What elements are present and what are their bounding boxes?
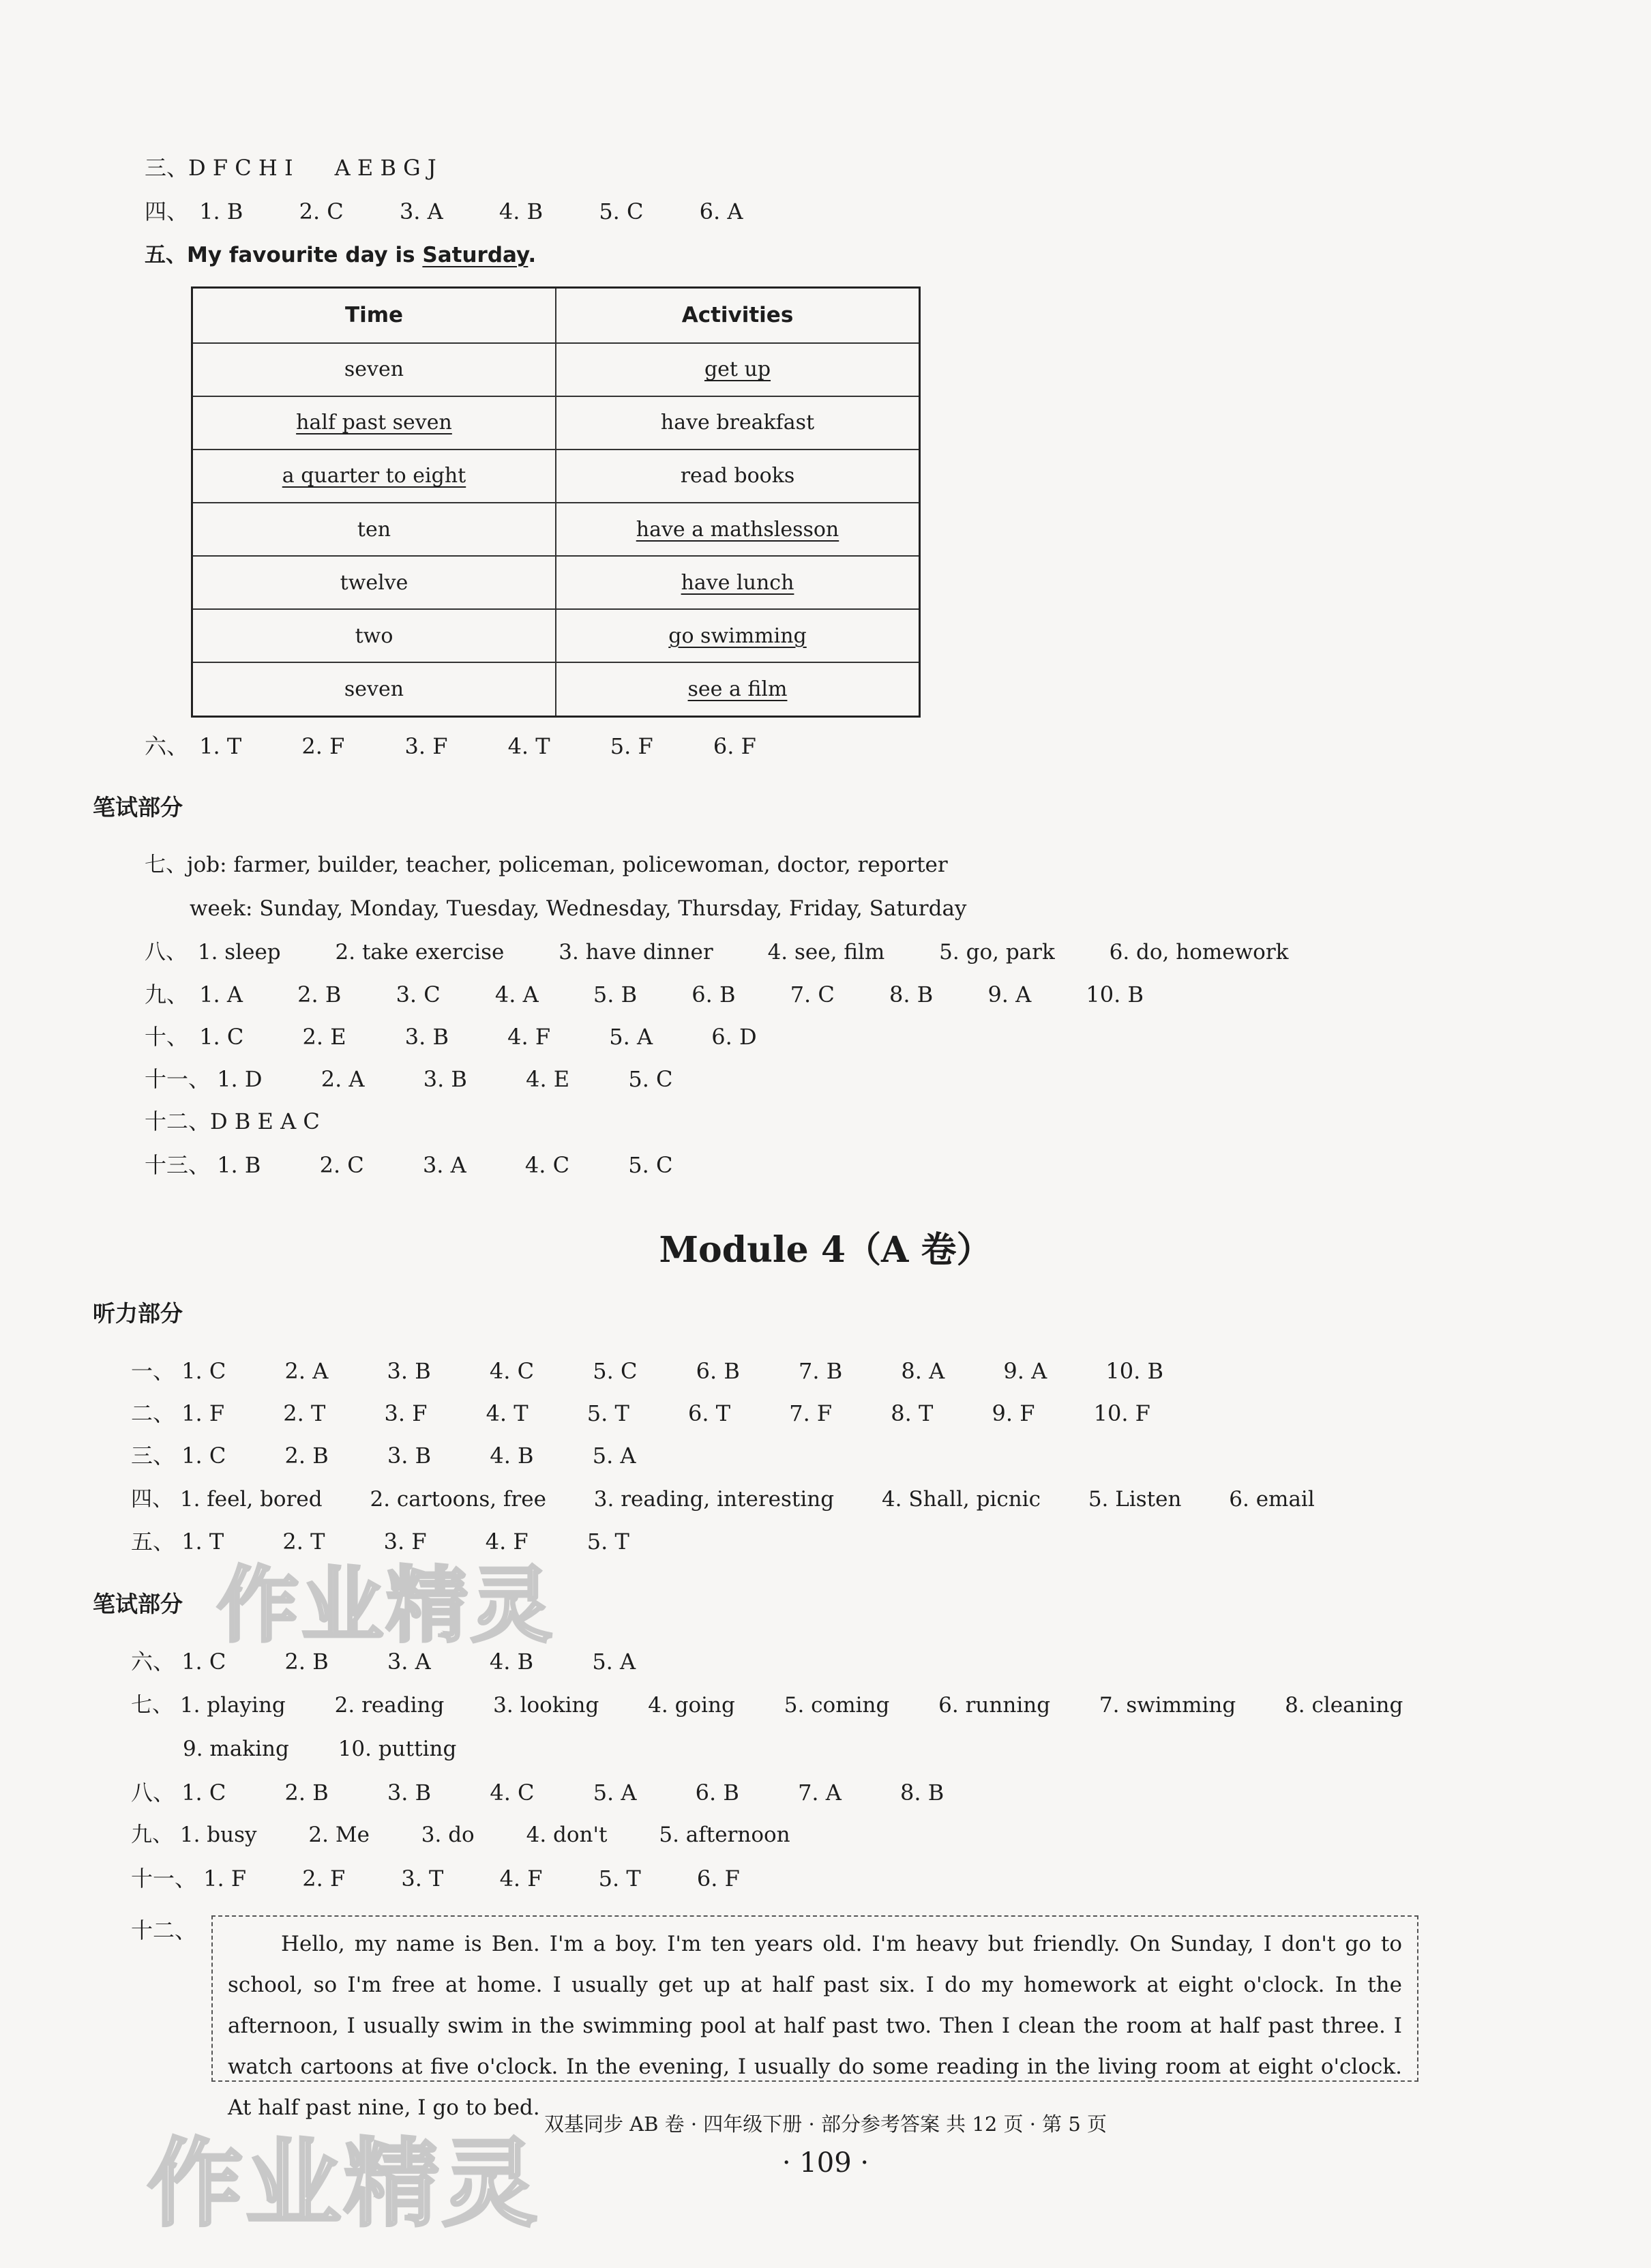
section-heading-listening: 听力部分	[93, 1300, 183, 1327]
schedule-table	[191, 286, 921, 718]
answer-line-s11: 十一、 1. D 2. A 3. B 4. E 5. C	[145, 1066, 673, 1092]
watermark-logo: 作业精灵	[217, 1559, 555, 1653]
table-row	[192, 556, 920, 609]
time-cell: seven	[192, 343, 556, 396]
section-heading-written: 笔试部分	[93, 794, 183, 821]
time-cell: twelve	[192, 556, 556, 609]
answer-line-l5: 五、 1. T 2. T 3. F 4. F 5. T	[131, 1529, 629, 1555]
time-cell: seven	[192, 662, 556, 716]
table-row	[192, 609, 920, 662]
activity-cell: read books	[556, 450, 920, 503]
answer-passage: Hello, my name is Ben. I'm a boy. I'm ten years old. I'm heavy but friendly. On Sunday, I don't go to school, so I'm free at home. I usually get up at half past six. I do my homework at eight o'clock. In the afternoon, I usually swim in the swimming pool at half past two. Then I clean the room at half past three. I watch cartoons at five o'clock. In the evening, I usually do some reading in the living room at eight o'clock. At half past nine, I go to bed.	[211, 1915, 1418, 2082]
page-number: · 109 ·	[782, 2147, 869, 2179]
activity-cell: have breakfast	[556, 396, 920, 450]
activity-cell: have a mathslesson	[556, 503, 920, 556]
answer-line-w7b: 9. making 10. putting	[183, 1737, 457, 1761]
answer-line-w11: 十一、 1. F 2. F 3. T 4. F 5. T 6. F	[131, 1866, 740, 1891]
answer-line-s6: 六、 1. T 2. F 3. F 4. T 5. F 6. F	[145, 733, 756, 759]
answer-line-s7-week: week: Sunday, Monday, Tuesday, Wednesday, Thursday, Friday, Saturday	[190, 896, 967, 921]
table-row	[192, 450, 920, 503]
answer-line-s3: 三、D F C H I A E B G J	[145, 155, 436, 181]
time-cell: two	[192, 609, 556, 662]
activity-cell: see a film	[556, 662, 920, 716]
answer-line-s8: 八、 1. sleep 2. take exercise 3. have dinner 4. see, film 5. go, park 6. do, homework	[145, 940, 1289, 964]
table-row	[192, 396, 920, 450]
answer-line-w7: 七、 1. playing 2. reading 3. looking 4. going 5. coming 6. running 7. swimming 8. cleaning	[131, 1693, 1403, 1718]
column-header-activities: Activities	[556, 288, 920, 343]
answer-line-s7-job: 七、job: farmer, builder, teacher, policeman, policewoman, doctor, reporter	[145, 853, 948, 877]
answer-line-w9: 九、 1. busy 2. Me 3. do 4. don't 5. afternoon	[131, 1823, 790, 1847]
answer-line-w8: 八、 1. C 2. B 3. B 4. C 5. A 6. B 7. A 8. B	[131, 1780, 945, 1806]
answer-line-s5: 五、My favourite day is Saturday.	[145, 243, 537, 267]
footer-meta: 双基同步 AB 卷 · 四年级下册 · 部分参考答案 共 12 页 · 第 5 页	[544, 2112, 1107, 2136]
activity-cell: have lunch	[556, 556, 920, 609]
answer-line-l2: 二、 1. F 2. T 3. F 4. T 5. T 6. T 7. F 8. T 9. F 10. F	[131, 1400, 1150, 1426]
answer-line-s4: 四、 1. B 2. C 3. A 4. B 5. C 6. A	[145, 198, 743, 224]
answer-line-l4: 四、 1. feel, bored 2. cartoons, free 3. reading, interesting 4. Shall, picnic 5. Listen 6. email	[131, 1487, 1315, 1512]
answer-line-l1: 一、 1. C 2. A 3. B 4. C 5. C 6. B 7. B 8. A 9. A 10. B	[131, 1358, 1163, 1384]
section-heading-written-2: 笔试部分	[93, 1591, 183, 1617]
answer-line-l3: 三、 1. C 2. B 3. B 4. B 5. A	[131, 1443, 636, 1469]
module-title: Module 4（A 卷）	[659, 1229, 992, 1271]
answer-line-s12: 十二、D B E A C	[145, 1108, 320, 1134]
time-cell: ten	[192, 503, 556, 556]
answer-line-s13: 十三、 1. B 2. C 3. A 4. C 5. C	[145, 1152, 673, 1178]
activity-cell: get up	[556, 343, 920, 396]
table-row	[192, 343, 920, 396]
table-row	[192, 503, 920, 556]
time-cell: half past seven	[192, 396, 556, 450]
table-row	[192, 662, 920, 716]
table-header-row	[192, 288, 920, 343]
answer-line-s10: 十、 1. C 2. E 3. B 4. F 5. A 6. D	[145, 1024, 757, 1050]
answer-label-w12: 十二、	[131, 1917, 197, 1943]
answer-line-w6: 六、 1. C 2. B 3. A 4. B 5. A	[131, 1649, 636, 1675]
time-cell: a quarter to eight	[192, 450, 556, 503]
column-header-time: Time	[192, 288, 556, 343]
answer-line-s9: 九、 1. A 2. B 3. C 4. A 5. B 6. B 7. C 8. B 9. A 10. B	[145, 982, 1144, 1007]
activity-cell: go swimming	[556, 609, 920, 662]
watermark-logo: 作业精灵	[147, 2129, 541, 2240]
